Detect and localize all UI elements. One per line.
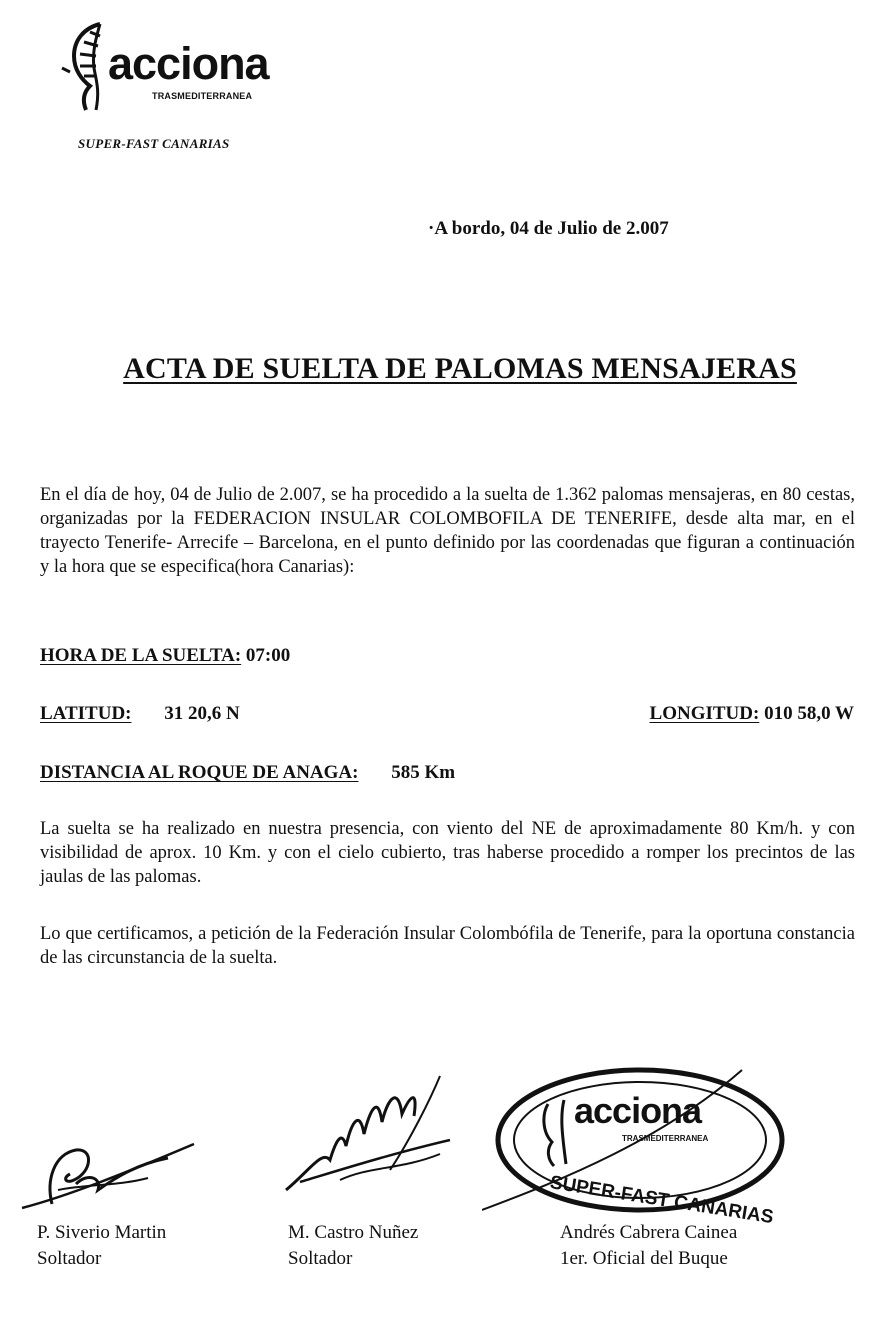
stamp-ring-text: SUPER-FAST CANARIAS	[548, 1172, 775, 1229]
stamp-brand-subtitle: TRASMEDITERRANEA	[622, 1134, 709, 1143]
document-title: ACTA DE SUELTA DE PALOMAS MENSAJERAS	[123, 352, 797, 385]
company-stamp	[482, 1060, 792, 1229]
signatory-2	[288, 1220, 418, 1272]
distance-label: DISTANCIA AL ROQUE DE ANAGA:	[40, 762, 359, 783]
tree-logo-icon	[56, 18, 116, 118]
brand-name: acciona	[108, 38, 269, 89]
signatory-2-name: M. Castro Nuñez	[288, 1222, 419, 1243]
latitude-row	[40, 703, 240, 725]
release-time-row	[40, 645, 290, 667]
certify-paragraph: Lo que certificamos, a petición de la Federación Insular Colombófila de Tenerife, para la oportuna constancia de las circunstancia de la suelta.	[40, 924, 855, 968]
latitude-label: LATITUD:	[40, 703, 132, 724]
signature-2-icon	[280, 1070, 480, 1200]
latitude-value: 31 20,6 N	[164, 703, 240, 724]
signatory-3-role: 1er. Oficial del Buque	[560, 1248, 728, 1269]
signatory-1-name: P. Siverio Martin	[37, 1222, 167, 1243]
conditions-paragraph: La suelta se ha realizado en nuestra presencia, con viento del NE de aproximadamente 80 Km/h. y con visibilidad de aprox. 10 Km. y con el cielo cubierto, tras haberse procedido a romper los precintos de las jaulas de las palomas.	[40, 819, 855, 887]
longitude-label: LONGITUD:	[649, 703, 760, 724]
distance-row	[40, 762, 455, 784]
signatory-2-role: Soltador	[288, 1248, 353, 1269]
stamp-brand: acciona	[574, 1090, 702, 1131]
signatory-3-name: Andrés Cabrera Cainea	[560, 1222, 738, 1243]
release-time-label: HORA DE LA SUELTA:	[40, 645, 242, 666]
signature-1-icon	[18, 1120, 208, 1220]
tagline: SUPER-FAST CANARIAS	[78, 136, 230, 151]
intro-paragraph: En el día de hoy, 04 de Julio de 2.007, se ha procedido a la suelta de 1.362 palomas mensajeras, en 80 cestas, organizadas por la FEDERACION INSULAR COLOMBOFILA DE TENERIFE, desde alta mar, en el trayecto Tenerife- Arrecife – Barcelona, en el punto definido por las coordenadas que figuran a continuación y la hora que se especifica(hora Canarias):	[40, 485, 855, 577]
longitude-row	[650, 703, 854, 725]
company-logo	[56, 18, 306, 118]
date-line: ·A bordo, 04 de Julio de 2.007	[428, 218, 669, 239]
brand-subtitle: TRASMEDITERRANEA	[152, 91, 253, 101]
signatory-3	[560, 1220, 737, 1272]
distance-value: 585 Km	[391, 762, 456, 783]
signatory-1-role: Soltador	[37, 1248, 102, 1269]
release-time-value: 07:00	[245, 645, 291, 666]
signatory-1	[37, 1220, 166, 1272]
longitude-value: 010 58,0 W	[764, 703, 854, 724]
